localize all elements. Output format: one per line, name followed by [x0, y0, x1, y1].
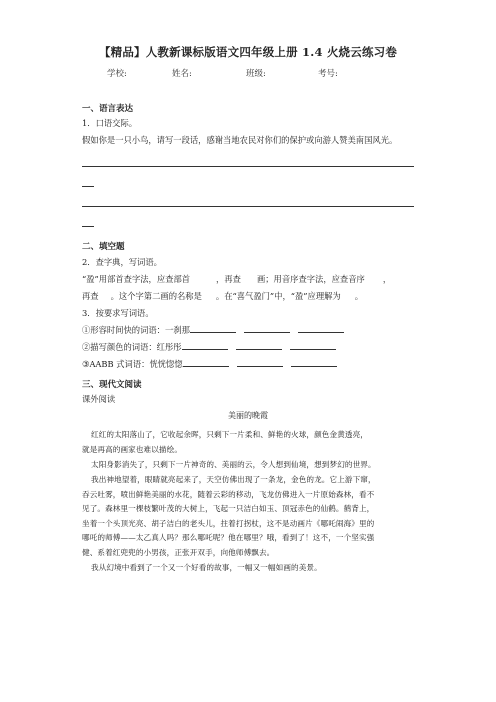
- fill-blank[interactable]: [244, 324, 290, 333]
- q3-item-2: ②描写颜色的词语：红彤彤: [82, 341, 336, 353]
- q3-item-1: ①形容时间快的词语：一刹那: [82, 324, 344, 336]
- story-paragraph-1: 红红的太阳落山了，它收起余晖，只剩下一片柔和、鲜艳的火球，颜色金黄透亮， 就是再高的画家也难以描绘。: [82, 430, 368, 454]
- fill-blank[interactable]: [290, 341, 336, 350]
- school-label: 学校:: [107, 69, 127, 79]
- story-paragraph-3: 我出神地望着，眼睛就亮起来了，天空仿佛出现了一条龙，金色的龙。它上游下窜， 吞云吐雾，喷出鲜艳美丽的水花，随着云彩的移动，飞龙仿佛进入一片原始森林，看不 见了。森林里一棵枝繁叶茂的大树上，飞起一只洁白如玉、顶冠赤色的仙鹤。鹤背上， 坐着一个头顶光亮、胡子洁白的老头儿，拄着打拐杖，这不是动画片《哪吒闹海》里的 哪吒的师傅——太乙真人吗？那么哪吒呢？他在哪里？哦，看到了！这不，一个坚实强 健、系着红兜兜的小男孩，正张开双手，向他师傅飘去。: [82, 475, 376, 557]
- fill-blank[interactable]: [182, 341, 228, 350]
- fill-blank[interactable]: [236, 341, 282, 350]
- exam-number-label: 考号:: [318, 69, 338, 79]
- section2-heading: 二、填空题: [82, 242, 125, 252]
- q3-label: 3．按要求写词语。: [82, 308, 154, 318]
- story-paragraph-4: 我从幻境中看到了一个又一个好看的故事，一幅又一幅如画的美景。: [91, 563, 322, 572]
- fill-blank[interactable]: [298, 324, 344, 333]
- section1-heading: 一、语言表达: [82, 104, 134, 114]
- story-title: 美丽的晚霞: [228, 411, 268, 420]
- fill-blank[interactable]: [183, 358, 229, 367]
- class-label: 班级:: [246, 69, 266, 79]
- fill-blank[interactable]: [291, 358, 337, 367]
- answer-line: [82, 166, 414, 167]
- q1-prompt: 假如你是一只小鸟，请写一段话，感谢当地农民对你们的保护或向游人赞美南国风光。: [82, 135, 398, 145]
- story-paragraph-2: 太阳身影消失了，只剩下一片神奇的、美丽的云，令人想到仙境，想到梦幻的世界。: [91, 460, 376, 469]
- answer-line: [82, 206, 414, 207]
- answer-line-tail: [82, 186, 94, 187]
- q3-item-3: ③AABB 式词语：恍恍惚惚: [82, 358, 337, 370]
- fill-blank[interactable]: [237, 358, 283, 367]
- name-label: 姓名:: [172, 69, 192, 79]
- fill-blank[interactable]: [190, 324, 236, 333]
- section3-heading: 三、现代文阅读: [82, 380, 142, 390]
- q1-label: 1．口语交际。: [82, 118, 138, 128]
- q2-line-1: “盈”用部首查字法，应查部首 ，再查 画；用音序查字法，应查音序 ，: [82, 274, 392, 284]
- page-title: 【精品】人教新课标版语文四年级上册 1.4 火烧云练习卷: [98, 45, 398, 59]
- q2-label: 2．查字典，写词语。: [82, 257, 162, 267]
- q2-line-2: 再查 。这个字第二画的名称是 。在“喜气盈门”中，“盈”应理解为 。: [82, 291, 364, 301]
- answer-line-tail: [82, 226, 94, 227]
- section3-subheading: 课外阅读: [82, 394, 116, 404]
